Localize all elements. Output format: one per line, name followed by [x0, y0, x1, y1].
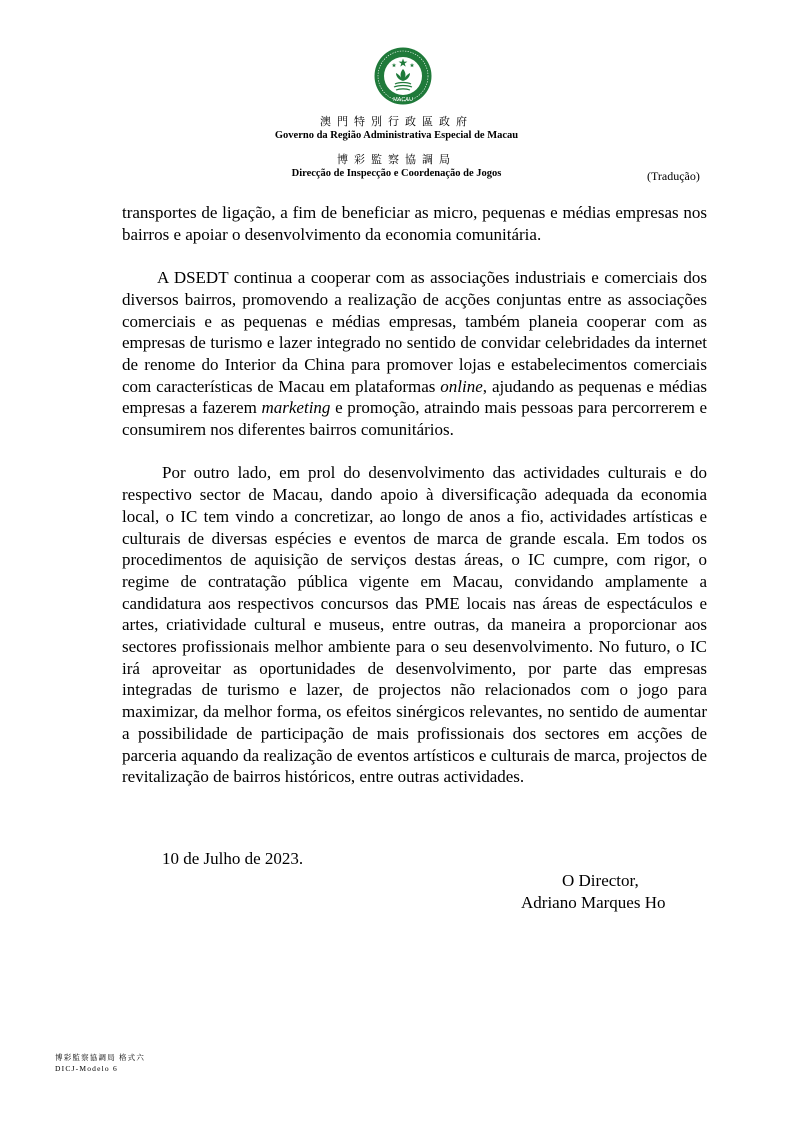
macau-sar-emblem-icon	[373, 46, 433, 106]
paragraph-2	[122, 267, 707, 441]
paragraph-2-text-a: A DSEDT continua a cooperar com as associações industriais e comerciais dos diversos bairros, promovendo a realização de acções conjuntas entre as associações comerciais e as pequenas e médias empresas, também planeia cooperar com as empresas de turismo e lazer integrado no sentido de convidar celebridades da internet de renome do Interior da China para promover lojas e estabelecimentos comerciais com características de Macau em plataformas	[122, 268, 707, 396]
letter-body	[122, 202, 707, 810]
paragraph-2-text-b: , ajudando as pequenas e médias empresas a fazerem	[122, 376, 707, 418]
emphasis-online: online	[440, 376, 483, 396]
signatory-name: Adriano Marques Ho	[521, 893, 666, 912]
paragraph-3: Por outro lado, em prol do desenvolvimento das actividades culturais e do respectivo sector de Macau, dando apoio à diversificação adequada da economia local, o IC tem vindo a concretizar, ao longo de anos a fio, actividades artísticas e culturais de diversas espécies e eventos de marca de grande escala. Em todos os procedimentos de aquisição de serviços destas áreas, o IC cumpre, com rigor, o regime de contratação pública vigente em Macau, convidando amplamente a candidatura aos respectivos concursos das PME locais nas áreas de espectáculos e artes, criatividade cultural e museus, entre outras, da maneira a proporcionar aos sectores profissionais melhor ambiente para o seu desenvolvimento. No futuro, o IC irá aproveitar as oportunidades de desenvolvimento, por parte das empresas integradas de turismo e lazer, de projectos não relacionados com o jogo para maximizar, da melhor forma, os efeitos sinérgicos relevantes, no sentido de aumentar a possibilidade de participação de mais profissionais dos sectores em acções de parceria aquando da realização de eventos artísticos e culturais de marca, projectos de revitalização de bairros históricos, entre outras actividades.	[122, 463, 707, 787]
paragraph-2-text-c: e promoção, atraindo mais pessoas para percorrerem e consumirem nos diferentes bairros comunitários.	[122, 398, 707, 440]
government-name-portuguese: Governo da Região Administrativa Especial de Macau	[274, 130, 519, 141]
signatory-title: O Director,	[562, 871, 639, 890]
footer-form-chinese: 博彩監察協調局 格式六	[55, 1053, 146, 1062]
emphasis-marketing: marketing	[261, 398, 331, 418]
translation-note: (Tradução)	[647, 169, 700, 183]
footer-form-code: DICJ-Modelo 6	[55, 1064, 118, 1073]
government-name-chinese: 澳門特別行政區政府	[320, 116, 473, 128]
letter-date: 10 de Julho de 2023.	[162, 849, 304, 868]
department-name-portuguese: Direcção de Inspecção e Coordenação de Jogos	[291, 168, 502, 179]
emblem-text: MACAU	[393, 97, 413, 103]
paragraph-1: transportes de ligação, a fim de beneficiar as micro, pequenas e médias empresas nos bairros e apoiar o desenvolvimento da economia comunitária.	[122, 203, 707, 244]
department-name-chinese: 博彩監察協調局	[337, 154, 456, 166]
